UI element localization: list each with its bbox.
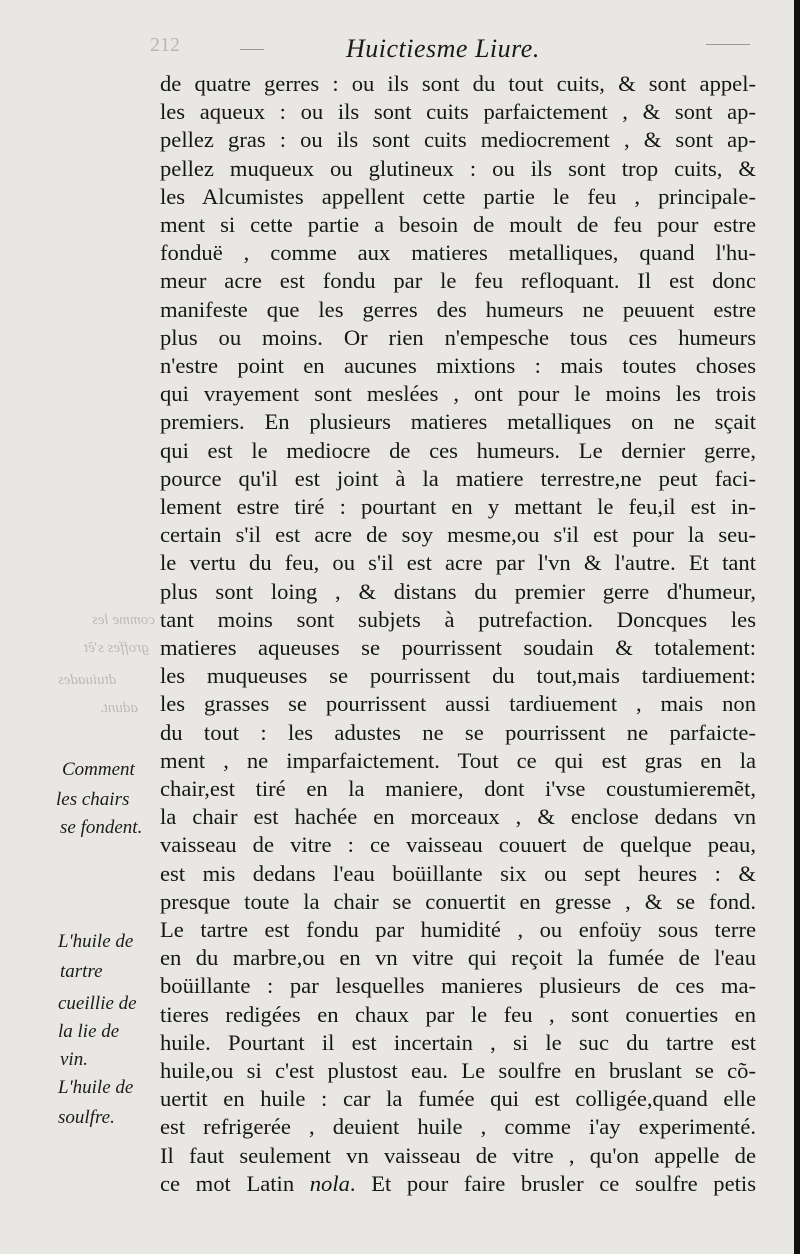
ghost-page-number: 212 bbox=[150, 34, 180, 56]
text-line: les grasses se pourrissent aussi tardiuement , mais non bbox=[160, 691, 756, 717]
bleed-through-line: groffes s'ẽt bbox=[84, 640, 149, 656]
text-line: ment si cette partie a besoin de moult de feu pour estre bbox=[160, 212, 756, 237]
text-line: la chair est hachée en morceaux , & enclose dedans vn bbox=[160, 804, 756, 830]
margin-note: vin. bbox=[60, 1049, 88, 1070]
text-line: vaisseau de vitre : ce vaisseau couuert de quelque peau, bbox=[160, 832, 756, 858]
margin-note: soulfre. bbox=[58, 1107, 115, 1128]
text-line: tant moins sont subjets à putrefaction. Doncques les bbox=[160, 606, 756, 632]
margin-note: cueillie de bbox=[58, 993, 137, 1014]
text-line: manifeste que les gerres des humeurs ne peuuent estre bbox=[160, 296, 756, 322]
margin-note: L'huile de bbox=[58, 931, 134, 952]
text-line: ce mot Latin nola. Et pour faire brusler ce soulfre petis bbox=[160, 1170, 756, 1196]
text-line: tieres redigées en chaux par le feu , sont conuerties en bbox=[160, 1001, 756, 1027]
text-line: fonduë , comme aux matieres metalliques, quand l'hu- bbox=[160, 240, 756, 266]
bleed-through-line: dtuiuades bbox=[58, 672, 117, 688]
bleed-through-line: adunt. bbox=[100, 700, 138, 716]
text-line: pellez gras : ou ils sont cuits mediocrement , & sont ap- bbox=[160, 127, 756, 153]
text-line: pource qu'il est joint à la matiere terrestre,ne peut faci- bbox=[160, 465, 756, 491]
text-line: de quatre gerres : ou ils sont du tout cuits, & sont appel- bbox=[160, 71, 756, 96]
text-line: lement estre tiré : pourtant en y mettant le feu,il est in- bbox=[160, 494, 756, 519]
text-line: uertit en huile : car la fumée qui est colligée,quand elle bbox=[160, 1086, 756, 1112]
text-line: plus ou moins. Or rien n'empesche tous ces humeurs bbox=[160, 324, 756, 350]
page-edge-shadow bbox=[794, 0, 800, 1254]
margin-note: Comment bbox=[62, 759, 135, 780]
text-line: est refrigerée , deuient huile , comme i'ay experimenté. bbox=[160, 1114, 756, 1140]
text-line: plus sont loing , & distans du premier gerre d'humeur, bbox=[160, 578, 756, 604]
margin-note: tartre bbox=[60, 961, 103, 982]
text-line: les muqueuses se pourrissent du tout,mais tardiuement: bbox=[160, 663, 756, 689]
text-line: presque toute la chair se conuertit en gresse , & se fond. bbox=[160, 888, 756, 914]
margin-note: L'huile de bbox=[58, 1077, 134, 1098]
text-line: Il faut seulement vn vaisseau de vitre , qu'on appelle de bbox=[160, 1142, 756, 1168]
running-header: Huictiesme Liure. bbox=[346, 34, 540, 63]
text-line: est mis dedans l'eau boüillante six ou sept heures : & bbox=[160, 860, 756, 886]
ghost-rule-right bbox=[706, 44, 750, 45]
bleed-through-line: comme les bbox=[92, 612, 155, 628]
text-line: du tout : les adustes ne se pourrissent ne parfaicte- bbox=[160, 719, 756, 745]
text-line: meur acre est fondu par le feu refloquant. Il est donc bbox=[160, 268, 756, 294]
text-line: premiers. En plusieurs matieres metalliques on ne sçait bbox=[160, 409, 756, 435]
text-line: certain s'il est acre de soy mesme,ou s'il est pour la seu- bbox=[160, 522, 756, 548]
text-line: les aqueux : ou ils sont cuits parfaictement , & sont ap- bbox=[160, 99, 756, 125]
text-line: chair,est tiré en la maniere, dont i'vse coustumieremẽt, bbox=[160, 776, 756, 801]
text-line: huile. Pourtant il est incertain , si le suc du tartre est bbox=[160, 1029, 756, 1055]
text-line: les Alcumistes appellent cette partie le feu , principale- bbox=[160, 183, 756, 209]
text-line: boüillante : par lesquelles manieres plusieurs de ces ma- bbox=[160, 973, 756, 999]
text-line: en du marbre,ou en vn vitre qui reçoit la fumée de l'eau bbox=[160, 945, 756, 971]
text-line: n'estre point en aucunes mixtions : mais toutes choses bbox=[160, 353, 756, 378]
text-line: matieres aqueuses se pourrissent soudain & totalement: bbox=[160, 635, 756, 660]
text-line: Le tartre est fondu par humidité , ou enfoüy sous terre bbox=[160, 917, 756, 942]
text-line: huile,ou si c'est plustost eau. Le soulfre en bruslant se cõ- bbox=[160, 1058, 756, 1083]
text-line: pellez muqueux ou glutineux : ou ils sont trop cuits, & bbox=[160, 155, 756, 181]
text-line: qui est le mediocre de ces humeurs. Le dernier gerre, bbox=[160, 437, 756, 463]
ghost-rule-left bbox=[240, 49, 264, 50]
margin-note: les chairs bbox=[56, 789, 130, 810]
margin-note: se fondent. bbox=[60, 817, 143, 838]
text-line: qui vrayement sont meslées , ont pour le moins les trois bbox=[160, 381, 756, 407]
text-line: le vertu du feu, ou s'il est acre par l'vn & l'autre. Et tant bbox=[160, 550, 756, 576]
margin-note: la lie de bbox=[58, 1021, 120, 1042]
text-line: ment , ne imparfaictement. Tout ce qui est gras en la bbox=[160, 747, 756, 773]
